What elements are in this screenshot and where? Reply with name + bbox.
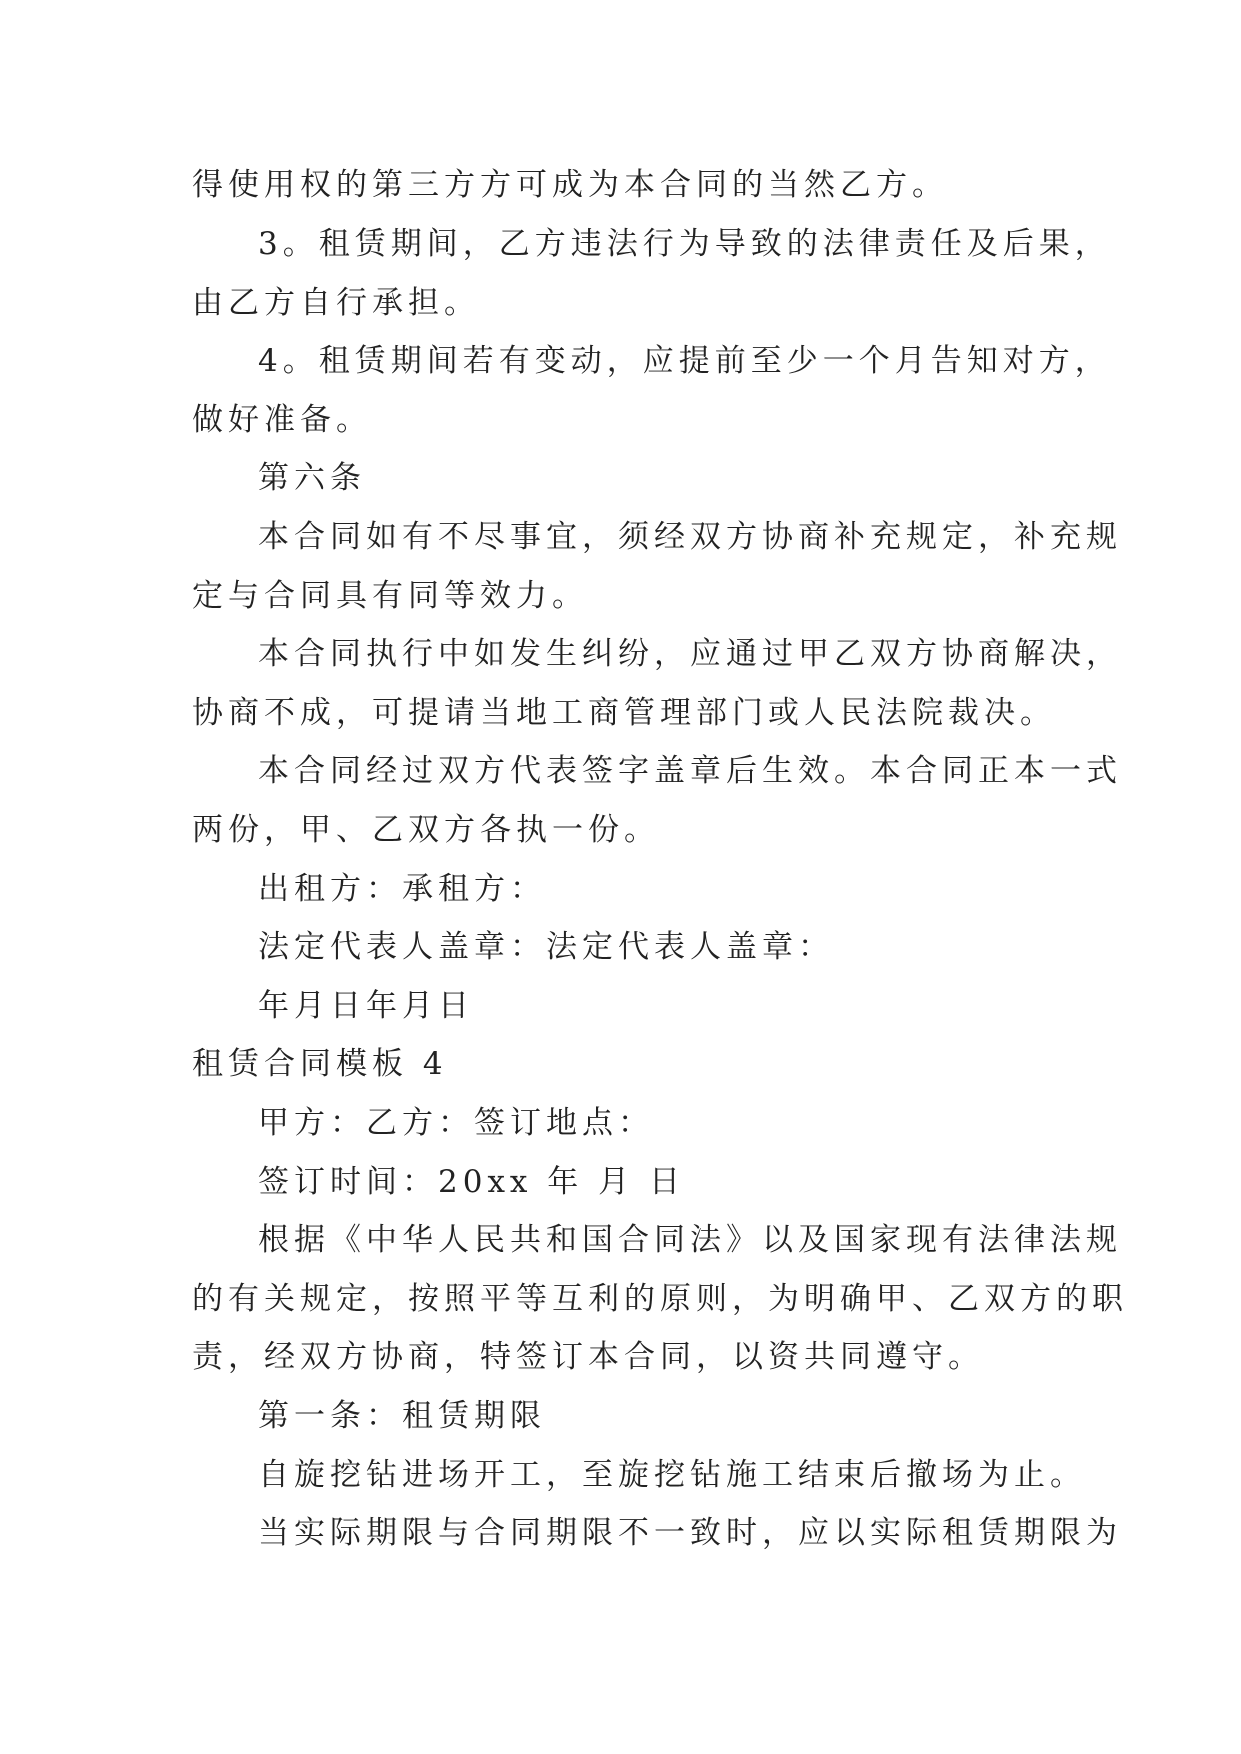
signature-line: 出租方：承租方： (258, 871, 546, 907)
text-line: 自旋挖钻进场开工，至旋挖钻施工结束后撤场为止。 (258, 1457, 1086, 1493)
section-heading: 第一条：租赁期限 (258, 1398, 546, 1434)
sign-date-line: 签订时间：20xx 年 月 日 (258, 1164, 685, 1200)
text-line: 得使用权的第三方方可成为本合同的当然乙方。 (192, 167, 948, 203)
date-line: 年月日年月日 (258, 988, 474, 1024)
text-line: 本合同执行中如发生纠纷，应通过甲乙双方协商解决， (258, 636, 1122, 672)
parties-line: 甲方：乙方：签订地点： (258, 1105, 654, 1141)
text-line: 由乙方自行承担。 (192, 285, 480, 321)
text-line: 本合同如有不尽事宜，须经双方协商补充规定，补充规 (258, 519, 1122, 555)
text-line: 责，经双方协商，特签订本合同，以资共同遵守。 (192, 1339, 984, 1375)
text-line: 做好准备。 (192, 402, 372, 438)
text-line: 协商不成，可提请当地工商管理部门或人民法院裁决。 (192, 695, 1056, 731)
text-line: 根据《中华人民共和国合同法》以及国家现有法律法规 (258, 1222, 1122, 1258)
template-title: 租赁合同模板 4 (192, 1046, 448, 1082)
text-line: 本合同经过双方代表签字盖章后生效。本合同正本一式 (258, 753, 1122, 789)
signature-line: 法定代表人盖章：法定代表人盖章： (258, 929, 834, 965)
text-line: 3。租赁期间，乙方违法行为导致的法律责任及后果， (258, 226, 1111, 262)
text-line: 4。租赁期间若有变动，应提前至少一个月告知对方， (258, 343, 1111, 379)
text-line: 两份，甲、乙双方各执一份。 (192, 812, 660, 848)
text-line: 的有关规定，按照平等互利的原则，为明确甲、乙双方的职 (192, 1281, 1128, 1317)
text-line: 当实际期限与合同期限不一致时，应以实际租赁期限为 (258, 1515, 1122, 1551)
section-heading: 第六条 (258, 460, 366, 496)
text-line: 定与合同具有同等效力。 (192, 578, 588, 614)
